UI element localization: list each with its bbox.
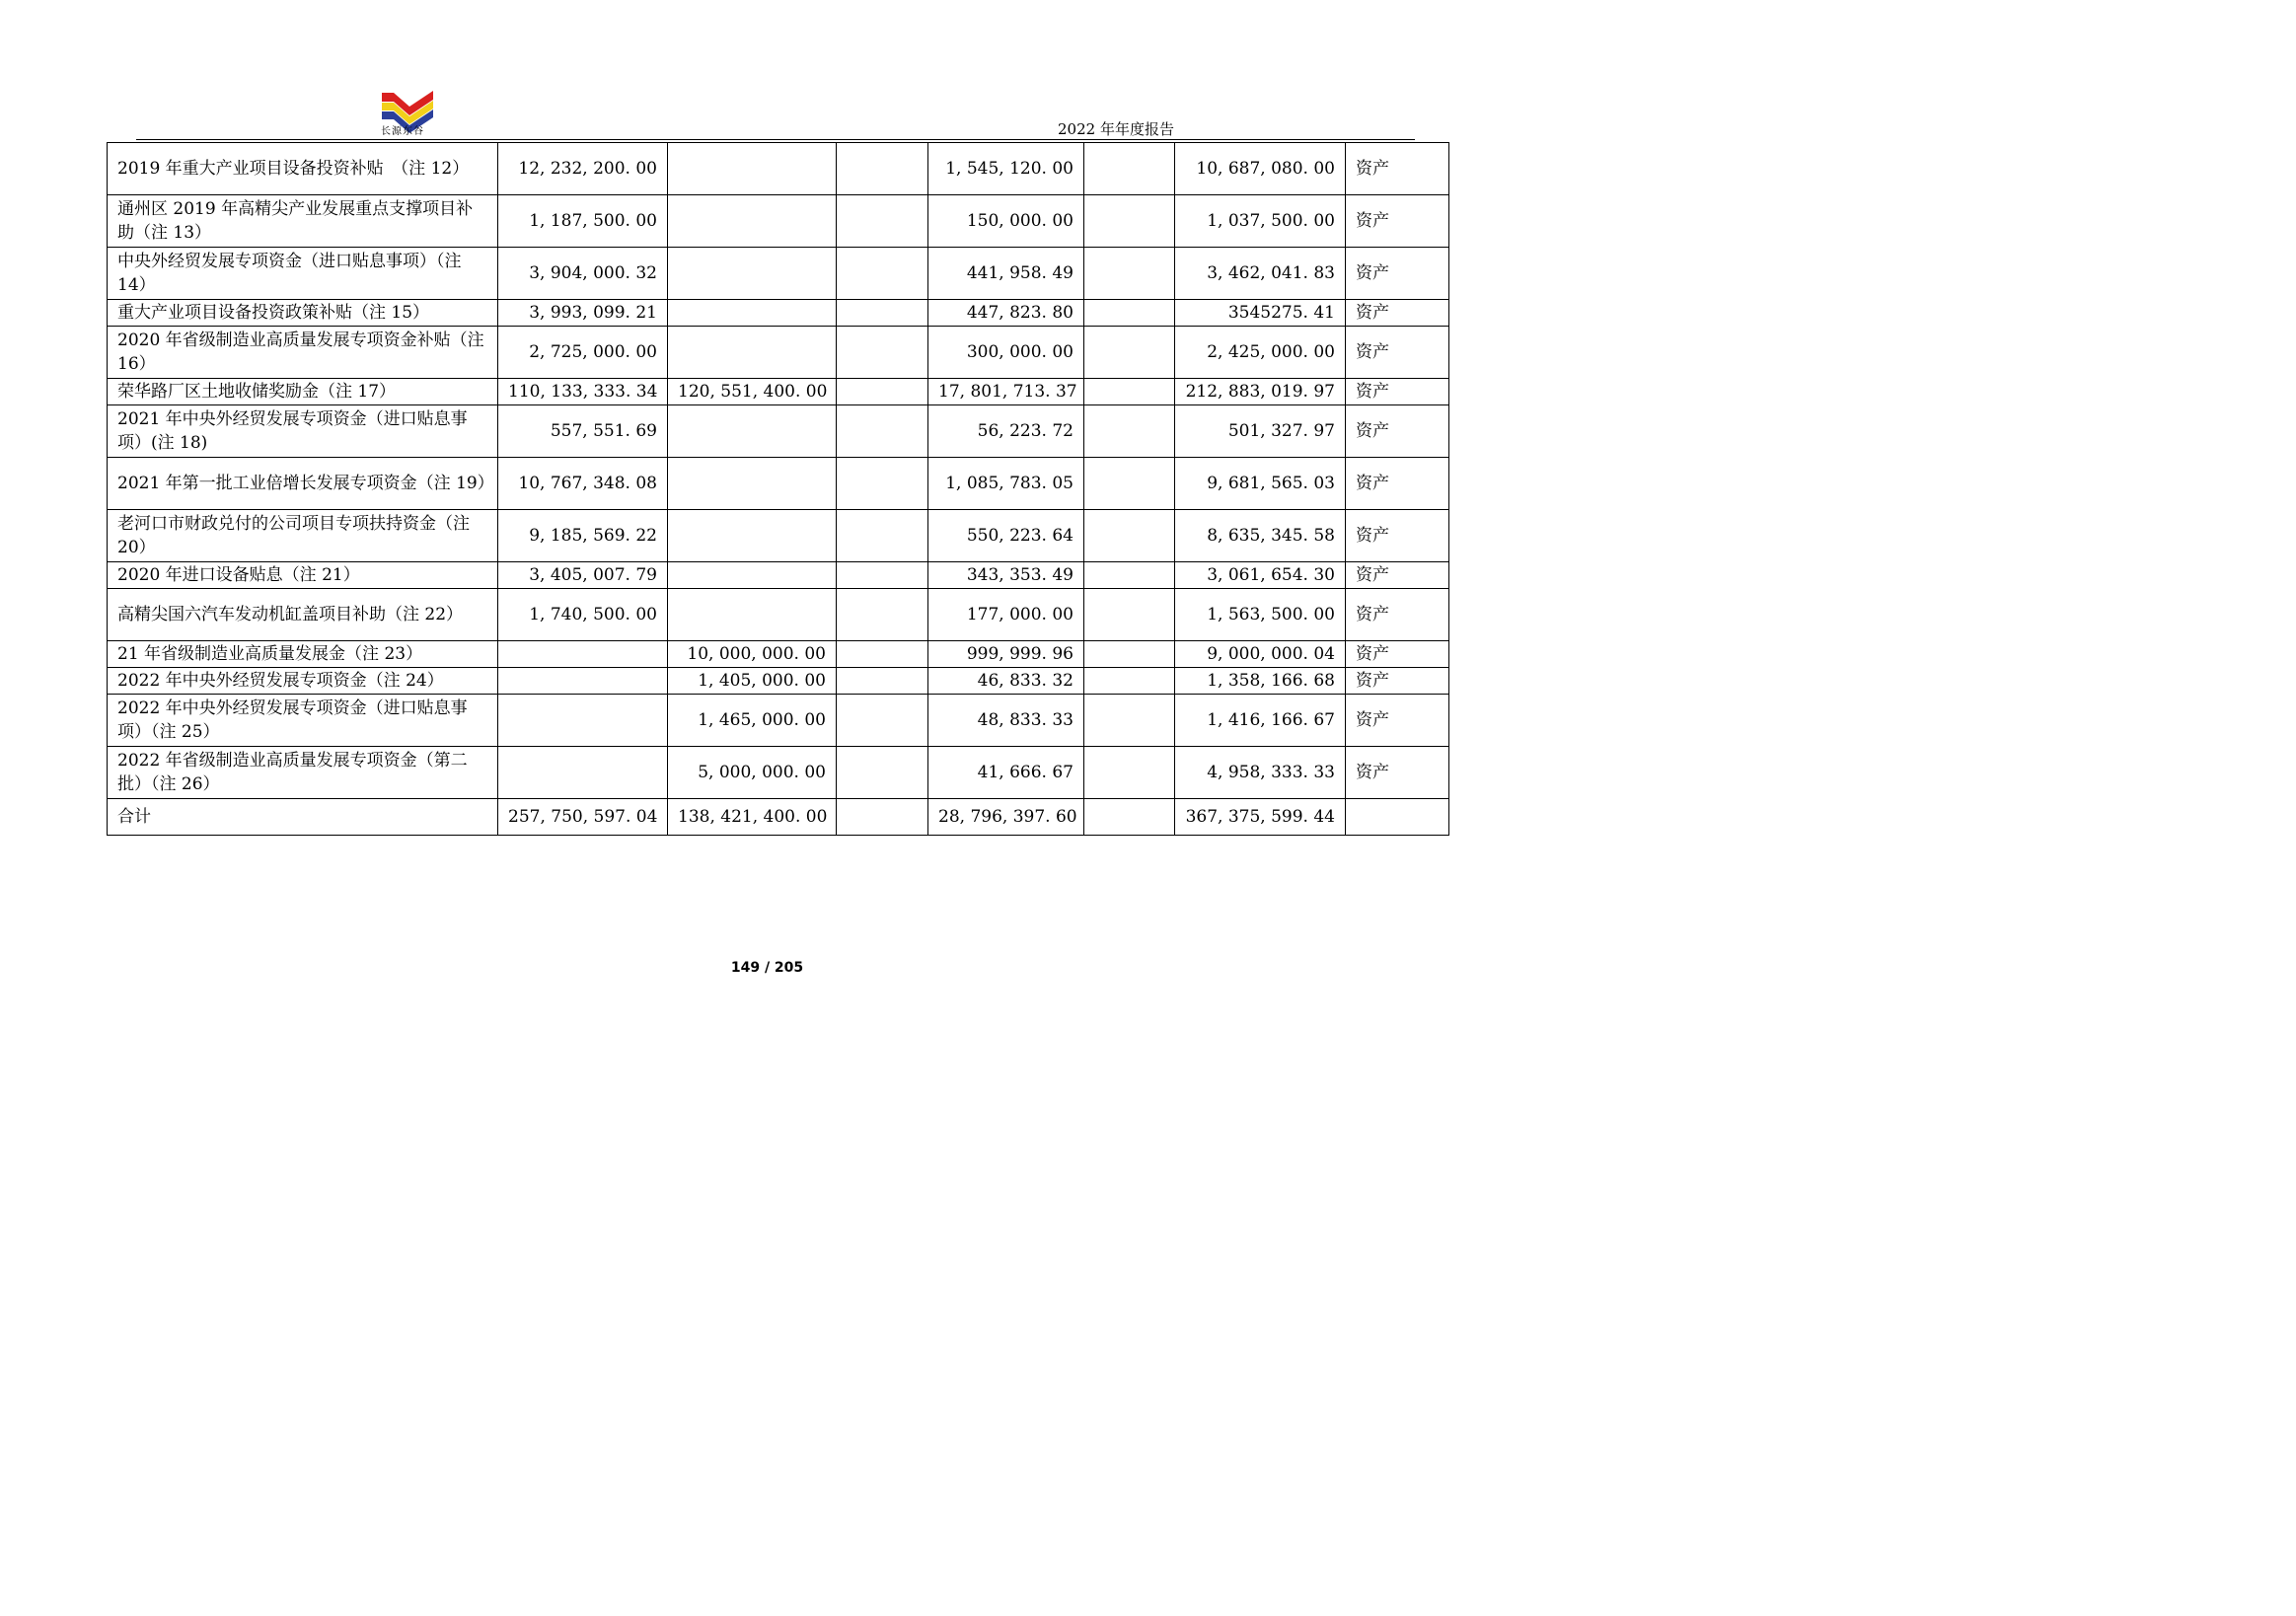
other-income-cell: 17, 801, 713. 37	[928, 379, 1084, 405]
closing-balance-cell: 1, 037, 500. 00	[1175, 195, 1346, 248]
other-income-cell: 48, 833. 33	[928, 695, 1084, 747]
grant-name-cell: 老河口市财政兑付的公司项目专项扶持资金（注 20）	[108, 510, 498, 562]
opening-balance-cell: 257, 750, 597. 04	[498, 799, 668, 836]
added-amount-cell	[668, 248, 837, 300]
other-income-cell: 1, 085, 783. 05	[928, 458, 1084, 510]
opening-balance-cell: 1, 740, 500. 00	[498, 589, 668, 641]
other-change-cell	[1084, 589, 1175, 641]
added-amount-cell	[668, 562, 837, 589]
closing-balance-cell: 212, 883, 019. 97	[1175, 379, 1346, 405]
added-amount-cell	[668, 405, 837, 458]
other-change-cell	[1084, 300, 1175, 327]
added-amount-cell: 1, 405, 000. 00	[668, 668, 837, 695]
table-row	[108, 589, 1449, 641]
asset-type-cell: 资产	[1346, 562, 1449, 589]
table-row	[108, 747, 1449, 799]
asset-type-cell: 资产	[1346, 747, 1449, 799]
table-row	[108, 562, 1449, 589]
other-income-cell: 343, 353. 49	[928, 562, 1084, 589]
other-change-cell	[1084, 143, 1175, 195]
table-row	[108, 300, 1449, 327]
other-income-cell: 447, 823. 80	[928, 300, 1084, 327]
asset-type-cell: 资产	[1346, 458, 1449, 510]
closing-balance-cell: 9, 681, 565. 03	[1175, 458, 1346, 510]
closing-balance-cell: 3, 462, 041. 83	[1175, 248, 1346, 300]
table-row	[108, 248, 1449, 300]
grant-name-cell: 2020 年省级制造业高质量发展专项资金补贴（注 16）	[108, 327, 498, 379]
table-row	[108, 695, 1449, 747]
added-amount-cell	[668, 327, 837, 379]
grant-name-cell: 2022 年中央外经贸发展专项资金（进口贴息事项）（注 25）	[108, 695, 498, 747]
other-change-cell	[1084, 510, 1175, 562]
grant-name-cell: 高精尖国六汽车发动机缸盖项目补助（注 22）	[108, 589, 498, 641]
added-amount-cell	[668, 195, 837, 248]
opening-balance-cell: 10, 767, 348. 08	[498, 458, 668, 510]
opening-balance-cell: 1, 187, 500. 00	[498, 195, 668, 248]
asset-type-cell: 资产	[1346, 327, 1449, 379]
table-row	[108, 195, 1449, 248]
added-amount-cell: 5, 000, 000. 00	[668, 747, 837, 799]
opening-balance-cell: 110, 133, 333. 34	[498, 379, 668, 405]
other-change-cell	[1084, 195, 1175, 248]
added-amount-cell	[668, 510, 837, 562]
non-operating-income-cell	[837, 747, 928, 799]
non-operating-income-cell	[837, 143, 928, 195]
asset-type-cell	[1346, 799, 1449, 836]
opening-balance-cell: 3, 405, 007. 79	[498, 562, 668, 589]
other-income-cell: 177, 000. 00	[928, 589, 1084, 641]
table-row	[108, 641, 1449, 668]
table-row	[108, 143, 1449, 195]
opening-balance-cell: 12, 232, 200. 00	[498, 143, 668, 195]
asset-type-cell: 资产	[1346, 589, 1449, 641]
grant-name-cell: 2020 年进口设备贴息（注 21）	[108, 562, 498, 589]
closing-balance-cell: 2, 425, 000. 00	[1175, 327, 1346, 379]
other-income-cell: 28, 796, 397. 60	[928, 799, 1084, 836]
opening-balance-cell	[498, 747, 668, 799]
non-operating-income-cell	[837, 405, 928, 458]
asset-type-cell: 资产	[1346, 510, 1449, 562]
other-income-cell: 1, 545, 120. 00	[928, 143, 1084, 195]
other-change-cell	[1084, 458, 1175, 510]
non-operating-income-cell	[837, 695, 928, 747]
added-amount-cell: 138, 421, 400. 00	[668, 799, 837, 836]
other-income-cell: 300, 000. 00	[928, 327, 1084, 379]
asset-type-cell: 资产	[1346, 300, 1449, 327]
table-row	[108, 510, 1449, 562]
added-amount-cell	[668, 143, 837, 195]
other-income-cell: 46, 833. 32	[928, 668, 1084, 695]
closing-balance-cell: 1, 358, 166. 68	[1175, 668, 1346, 695]
grant-name-cell: 重大产业项目设备投资政策补贴（注 15）	[108, 300, 498, 327]
other-change-cell	[1084, 562, 1175, 589]
opening-balance-cell: 9, 185, 569. 22	[498, 510, 668, 562]
opening-balance-cell: 557, 551. 69	[498, 405, 668, 458]
other-change-cell	[1084, 695, 1175, 747]
asset-type-cell: 资产	[1346, 405, 1449, 458]
header-rule	[136, 139, 1415, 140]
grant-name-cell: 2022 年中央外经贸发展专项资金（注 24）	[108, 668, 498, 695]
other-income-cell: 441, 958. 49	[928, 248, 1084, 300]
grant-name-cell: 2019 年重大产业项目设备投资补贴 （注 12）	[108, 143, 498, 195]
other-income-cell: 41, 666. 67	[928, 747, 1084, 799]
non-operating-income-cell	[837, 668, 928, 695]
other-change-cell	[1084, 327, 1175, 379]
closing-balance-cell: 9, 000, 000. 04	[1175, 641, 1346, 668]
asset-type-cell: 资产	[1346, 668, 1449, 695]
table-row	[108, 668, 1449, 695]
added-amount-cell: 10, 000, 000. 00	[668, 641, 837, 668]
closing-balance-cell: 8, 635, 345. 58	[1175, 510, 1346, 562]
added-amount-cell: 120, 551, 400. 00	[668, 379, 837, 405]
other-income-cell: 150, 000. 00	[928, 195, 1084, 248]
closing-balance-cell: 4, 958, 333. 33	[1175, 747, 1346, 799]
added-amount-cell	[668, 589, 837, 641]
opening-balance-cell: 2, 725, 000. 00	[498, 327, 668, 379]
other-change-cell	[1084, 641, 1175, 668]
grant-name-cell: 21 年省级制造业高质量发展金（注 23）	[108, 641, 498, 668]
asset-type-cell: 资产	[1346, 641, 1449, 668]
asset-type-cell: 资产	[1346, 195, 1449, 248]
total-row	[108, 799, 1449, 836]
closing-balance-cell: 3545275. 41	[1175, 300, 1346, 327]
closing-balance-cell: 10, 687, 080. 00	[1175, 143, 1346, 195]
closing-balance-cell: 501, 327. 97	[1175, 405, 1346, 458]
government-grant-table	[107, 142, 1449, 836]
page-number: 149 / 205	[730, 960, 804, 976]
table-row	[108, 379, 1449, 405]
grant-name-cell: 中央外经贸发展专项资金（进口贴息事项）（注 14）	[108, 248, 498, 300]
grant-name-cell: 2021 年第一批工业倍增长发展专项资金（注 19）	[108, 458, 498, 510]
closing-balance-cell: 367, 375, 599. 44	[1175, 799, 1346, 836]
non-operating-income-cell	[837, 589, 928, 641]
opening-balance-cell: 3, 993, 099. 21	[498, 300, 668, 327]
other-change-cell	[1084, 799, 1175, 836]
non-operating-income-cell	[837, 510, 928, 562]
asset-type-cell: 资产	[1346, 248, 1449, 300]
other-change-cell	[1084, 379, 1175, 405]
grant-name-cell: 通州区 2019 年高精尖产业发展重点支撑项目补助（注 13）	[108, 195, 498, 248]
grant-name-cell: 2021 年中央外经贸发展专项资金（进口贴息事项）(注 18)	[108, 405, 498, 458]
other-income-cell: 550, 223. 64	[928, 510, 1084, 562]
opening-balance-cell	[498, 695, 668, 747]
added-amount-cell	[668, 458, 837, 510]
non-operating-income-cell	[837, 195, 928, 248]
non-operating-income-cell	[837, 300, 928, 327]
opening-balance-cell	[498, 641, 668, 668]
other-change-cell	[1084, 248, 1175, 300]
non-operating-income-cell	[837, 562, 928, 589]
non-operating-income-cell	[837, 379, 928, 405]
non-operating-income-cell	[837, 641, 928, 668]
opening-balance-cell: 3, 904, 000. 32	[498, 248, 668, 300]
non-operating-income-cell	[837, 248, 928, 300]
other-change-cell	[1084, 405, 1175, 458]
other-change-cell	[1084, 668, 1175, 695]
closing-balance-cell: 1, 416, 166. 67	[1175, 695, 1346, 747]
grant-name-cell: 2022 年省级制造业高质量发展专项资金（第二批）（注 26）	[108, 747, 498, 799]
non-operating-income-cell	[837, 327, 928, 379]
table-row	[108, 458, 1449, 510]
other-income-cell: 56, 223. 72	[928, 405, 1084, 458]
other-change-cell	[1084, 747, 1175, 799]
asset-type-cell: 资产	[1346, 379, 1449, 405]
non-operating-income-cell	[837, 799, 928, 836]
asset-type-cell: 资产	[1346, 143, 1449, 195]
report-title: 2022 年年度报告	[1058, 120, 1174, 138]
other-income-cell: 999, 999. 96	[928, 641, 1084, 668]
opening-balance-cell	[498, 668, 668, 695]
non-operating-income-cell	[837, 458, 928, 510]
asset-type-cell: 资产	[1346, 695, 1449, 747]
closing-balance-cell: 3, 061, 654. 30	[1175, 562, 1346, 589]
table-row	[108, 327, 1449, 379]
table-row	[108, 405, 1449, 458]
added-amount-cell: 1, 465, 000. 00	[668, 695, 837, 747]
closing-balance-cell: 1, 563, 500. 00	[1175, 589, 1346, 641]
grant-name-cell: 荣华路厂区土地收储奖励金（注 17）	[108, 379, 498, 405]
grant-name-cell: 合计	[108, 799, 498, 836]
logo-text: 长源东谷	[381, 126, 424, 137]
added-amount-cell	[668, 300, 837, 327]
